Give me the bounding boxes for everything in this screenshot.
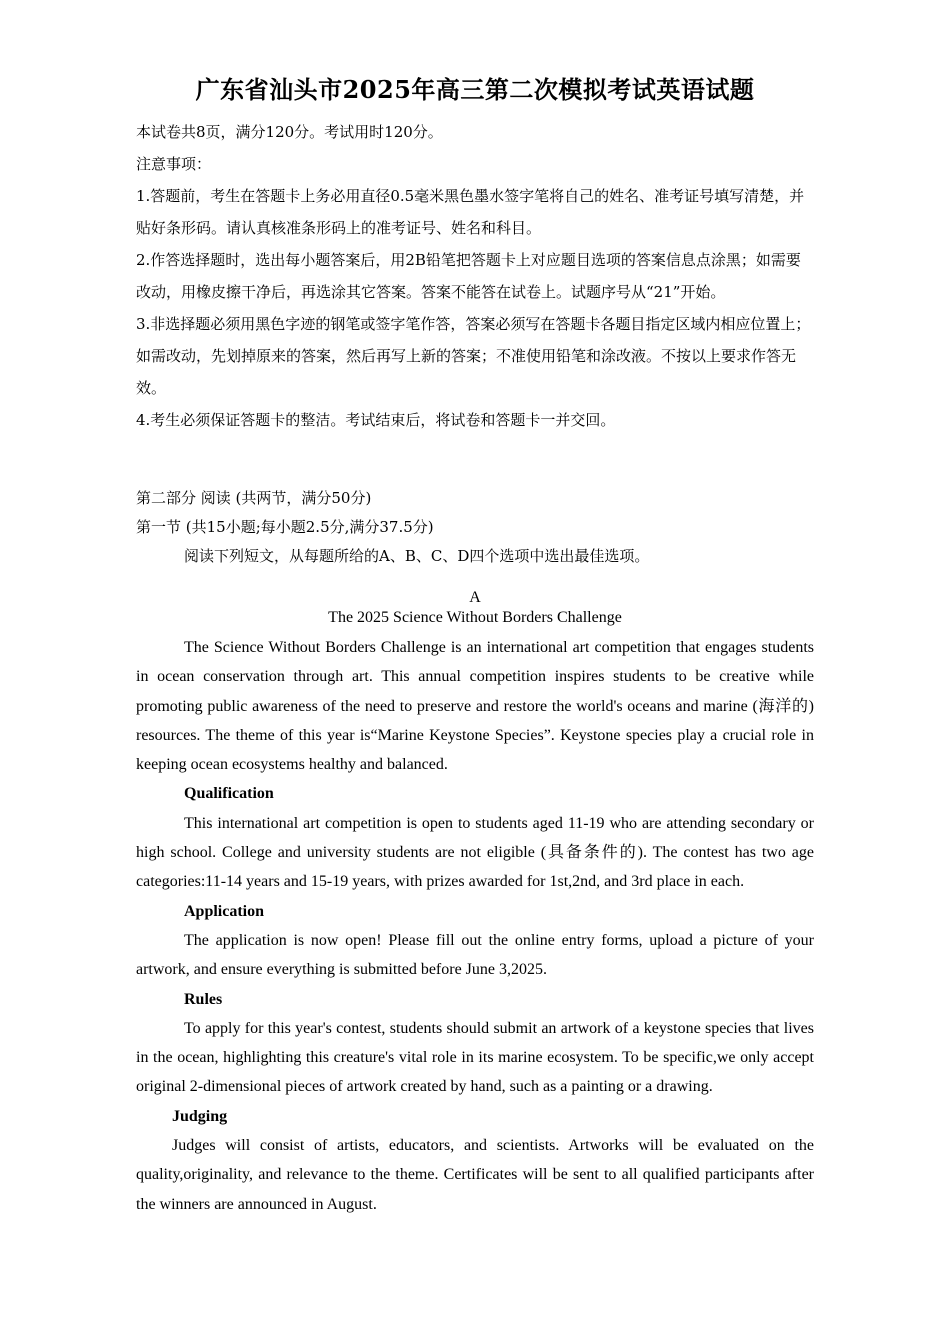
application-text: The application is now open! Please fill out the online entry forms, upload a picture of your artwork, and ensure everything is submitted before June 3,2025.	[136, 931, 814, 979]
part-heading: 第二部分 阅读 (共两节，满分50分)	[136, 489, 372, 507]
application-heading: Application	[184, 902, 265, 920]
notice-item: 4.考生必须保证答题卡的整洁。考试结束后，将试卷和答题卡一并交回。	[136, 411, 616, 429]
rules-heading: Rules	[184, 990, 223, 1008]
page-title: 广东省汕头市2025年高三第二次模拟考试英语试题	[195, 75, 755, 104]
passage-title: The 2025 Science Without Borders Challenge	[328, 609, 622, 626]
qualification-text: This international art competition is open to students aged 11-19 who are attending secondary or high school. College and university students are not eligible (具备条件的). The contest has two age categories:11-14 years and 15-19 years, with prizes awarded for 1st,2nd, and 3rd place in each.	[136, 814, 814, 891]
section-header	[136, 484, 814, 571]
intro-line: 本试卷共8页，满分120分。考试用时120分。	[136, 123, 443, 141]
judging-heading: Judging	[172, 1107, 228, 1125]
qualification-heading: Qualification	[184, 785, 274, 803]
exam-instructions	[136, 116, 814, 436]
section-heading: 第一节 (共15小题;每小题2.5分,满分37.5分)	[136, 518, 434, 536]
rules-text: To apply for this year's contest, students should submit an artwork of a keystone species that lives in the ocean, highlighting this creature's vital role in its marine ecosystem. To be specific,we only accept original 2-dimensional pieces of artwork created by hand, such as a painting or a drawing.	[136, 1019, 814, 1096]
passage-body	[136, 633, 814, 1219]
notice-heading: 注意事项：	[136, 155, 212, 173]
passage-intro: The Science Without Borders Challenge is an international art competition that engages students in ocean conservation through art. This annual competition inspires students to be creative while promoting public awareness of the need to preserve and restore the world's oceans and marine (海洋的) resources. The theme of this year is“Marine Keystone Species”. Keystone species play a crucial role in keeping ocean ecosystems healthy and balanced.	[136, 639, 814, 774]
judging-text: Judges will consist of artists, educators, and scientists. Artworks will be evaluated on the quality,originality, and relevance to the theme. Certificates will be sent to all qualified participants after the winners are announced in August.	[136, 1137, 814, 1213]
passage-letter: A	[469, 589, 481, 606]
notice-item: 1.答题前，考生在答题卡上务必用直径0.5毫米黑色墨水签字笔将自己的姓名、准考证号填写清楚，并贴好条形码。请认真核准条形码上的准考证号、姓名和科目。	[136, 187, 805, 237]
reading-instruction: 阅读下列短文，从每题所给的A、B、C、D四个选项中选出最佳选项。	[184, 547, 650, 565]
notice-item: 3.非选择题必须用黑色字迹的钢笔或签字笔作答，答案必须写在答题卡各题目指定区域内相应位置上；如需改动，先划掉原来的答案，然后再写上新的答案；不准使用铅笔和涂改液。不按以上要求作答无效。	[136, 315, 811, 397]
notice-item: 2.作答选择题时，选出每小题答案后，用2B铅笔把答题卡上对应题目选项的答案信息点涂黑；如需要改动，用橡皮擦干净后，再选涂其它答案。答案不能答在试卷上。试题序号从“21”开始。	[136, 251, 801, 301]
